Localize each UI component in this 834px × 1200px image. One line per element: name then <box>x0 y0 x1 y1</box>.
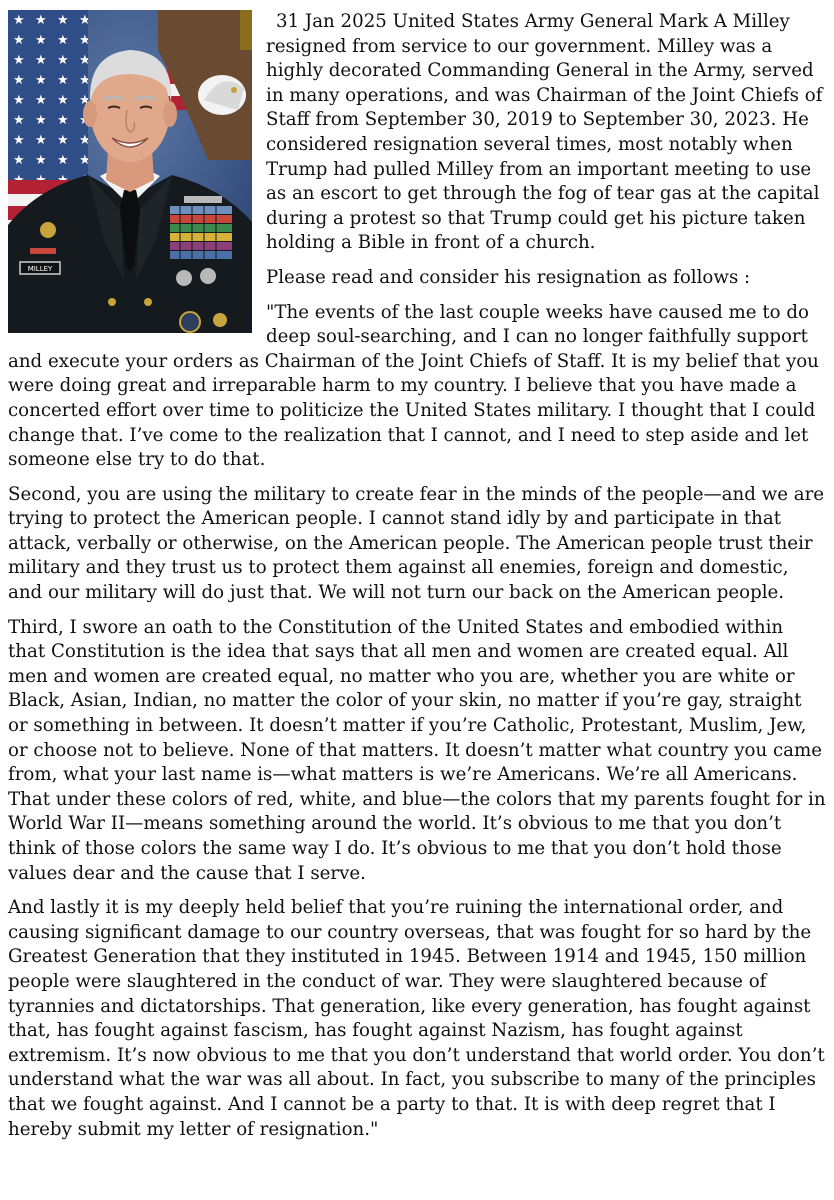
prompt-paragraph: Please read and consider his resignation as follows : <box>266 266 751 288</box>
unit-patch <box>180 312 200 332</box>
letter-paragraph-3: Third, I swore an oath to the Constitution of the United States and embodied within that Constitution is the idea that says that all men and women are created equal. All men and women are created equal, no matter who you are, whether you are white or Black, Asian, Indian, no matter the color of your skin, no matter if you’re gay, straight or something in between. It doesn’t matter if you’re Catholic, Protestant, Muslim, Jew, or choose not to believe. None of that matters. It doesn’t matter what country you came from, what your last name is—what matters is we’re Americans. We’re all Americans. That under these colors of red, white, and blue—the colors that my parents fought for in World War II—means something around the world. It’s obvious to me that you don’t think of those colors the same way I do. It’s obvious to me that you don’t hold those values dear and the cause that I serve. <box>8 616 826 884</box>
flag-star-field <box>8 10 88 180</box>
document-page <box>8 10 826 1152</box>
letter-paragraph-1: "The events of the last couple weeks have caused me to do deep soul-searching, and I can no longer faithfully support and execute your orders as Chairman of the Joint Chiefs of Staff. It is my belief that you were doing great and irreparable harm to my country. I believe that you have made a concerted effort over time to politicize the United States military. I thought that I could change that. I’ve come to the realization that I cannot, and I need to step aside and let someone else try to do that. <box>8 301 819 471</box>
eagle-emblem <box>198 75 246 115</box>
letter-paragraph-2: Second, you are using the military to create fear in the minds of the people—and we are trying to protect the American people. I cannot stand idly by and participate in that attack, verbally or otherwise, on the American people. The American people trust their military and they trust us to protect them against all enemies, foreign and domestic, and our military will do just that. We will not turn our back on the American people. <box>8 483 825 604</box>
general-portrait <box>8 10 252 333</box>
intro-paragraph: 31 Jan 2025 United States Army General Mark A Milley resigned from service to our government. Milley was a highly decorated Commanding General in the Army, served in many operations, and was Chairman of the Joint Chiefs of Staff from September 30, 2019 to September 30, 2023. He considered resignation several times, most notably when Trump had pulled Milley from an important meeting to use as an escort to get through the fog of tear gas at the capital during a protest so that Trump could get his picture taken holding a Bible in front of a church. <box>266 11 823 254</box>
letter-paragraph-4: And lastly it is my deeply held belief that you’re ruining the international order, and causing significant damage to our country overseas, that was fought for so hard by the Greatest Generation that they instituted in 1945. Between 1914 and 1945, 150 million people were slaughtered in the conduct of war. They were slaughtered because of tyrannies and dictatorships. That generation, like every generation, has fought against that, has fought against fascism, has fought against Nazism, has fought against extremism. It’s now obvious to me that you don’t understand that world order. You don’t understand what the war was all about. In fact, you subscribe to many of the principles that we fought against. And I cannot be a party to that. It is with deep regret that I hereby submit my letter of resignation." <box>8 897 825 1140</box>
badge-left <box>40 222 56 238</box>
nameplate: MILLEY <box>27 265 53 273</box>
